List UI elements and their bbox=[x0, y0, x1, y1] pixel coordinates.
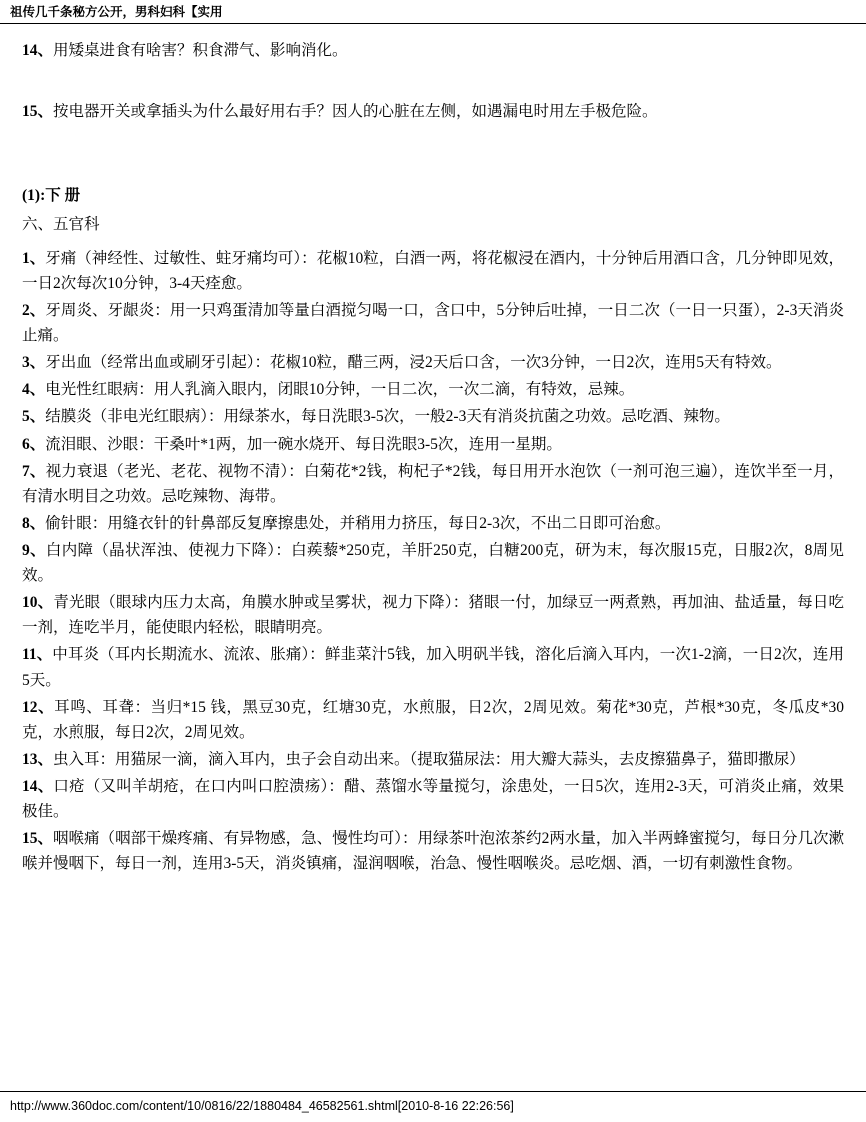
item-text: 青光眼（眼球内压力太高，角膜水肿或呈雾状，视力下降）：猪眼一付，加绿豆一两煮熟，再加油、盐适量，每日吃一剂，连吃半月，能使眼内轻松，眼睛明亮。 bbox=[22, 594, 844, 637]
item-text: 牙周炎、牙龈炎：用一只鸡蛋清加等量白酒搅匀喝一口，含口中，5分钟后吐掉，一日二次（一日一只蛋），2-3天消炎止痛。 bbox=[22, 302, 844, 345]
list-item bbox=[22, 511, 844, 536]
list-item bbox=[22, 826, 844, 876]
item-text: 咽喉痛（咽部干燥疼痛、有异物感，急、慢性均可）：用绿茶叶泡浓茶约2两水量，加入半两蜂蜜搅匀，每日分几次漱喉并慢咽下，每日一剂，连用3-5天，消炎镇痛，湿润咽喉，治急、慢性咽喉炎。忌吃烟、酒，一切有刺激性食物。 bbox=[22, 830, 844, 873]
list-item bbox=[22, 538, 844, 588]
item-number: 4、 bbox=[22, 381, 46, 399]
list-item bbox=[22, 99, 844, 124]
item-text: 口疮（又叫羊胡疮，在口内叫口腔溃疡）：醋、蒸馏水等量搅匀，涂患处，一日5次，连用2-3天，可消炎止痛，效果极佳。 bbox=[22, 778, 844, 821]
item-number: 9、 bbox=[22, 542, 46, 560]
header-title: 祖传几千条秘方公开，男科妇科【实用 bbox=[10, 5, 223, 19]
section-heading: 六、五官科 bbox=[22, 216, 100, 234]
list-item bbox=[22, 350, 844, 375]
item-text: 流泪眼、沙眼：干桑叶*1两，加一碗水烧开、每日洗眼3-5次，连用一星期。 bbox=[45, 435, 562, 453]
list-item bbox=[22, 774, 844, 824]
item-number: 1、 bbox=[22, 249, 46, 267]
item-number: 3、 bbox=[22, 354, 46, 372]
list-item bbox=[22, 432, 844, 457]
list-item bbox=[22, 377, 844, 402]
list-item bbox=[22, 642, 844, 692]
item-number: 14、 bbox=[22, 778, 54, 795]
item-text: 电光性红眼病：用人乳滴入眼内，闭眼10分钟，一日二次，一次二滴，有特效，忌辣。 bbox=[45, 381, 635, 399]
list-item bbox=[22, 298, 844, 348]
item-number: 7、 bbox=[22, 462, 46, 480]
list-item bbox=[22, 246, 844, 296]
item-text: 虫入耳：用猫尿一滴，滴入耳内，虫子会自动出来。（提取猫尿法：用大瓣大蒜头，去皮擦猫鼻子，猫即撒尿） bbox=[53, 750, 805, 768]
item-text: 偷针眼：用缝衣针的针鼻部反复摩擦患处，并稍用力挤压，每日2-3次，不出二日即可治愈。 bbox=[45, 514, 671, 532]
item-text: 用矮桌进食有啥害？积食滞气、影响消化。 bbox=[53, 42, 348, 59]
item-number: 12、 bbox=[22, 698, 55, 716]
volume-label: (1):下 册 bbox=[22, 187, 81, 205]
item-number: 14、 bbox=[22, 42, 54, 59]
item-number: 15、 bbox=[22, 830, 54, 848]
item-text: 结膜炎（非电光红眼病）：用绿茶水，每日洗眼3-5次，一般2-3天有消炎抗菌之功效。忌吃酒、辣物。 bbox=[45, 408, 730, 426]
item-number: 6、 bbox=[22, 435, 46, 453]
list-item bbox=[22, 38, 844, 63]
item-number: 5、 bbox=[22, 408, 46, 426]
list-item bbox=[22, 695, 844, 745]
item-text: 白内障（晶状浑浊、使视力下降）：白蒺藜*250克，羊肝250克，白糖200克，研为末，每次服15克，日服2次，8周见效。 bbox=[22, 542, 844, 585]
item-number: 13、 bbox=[22, 750, 54, 768]
list-item bbox=[22, 459, 844, 509]
list-item bbox=[22, 590, 844, 640]
item-text: 视力衰退（老光、老花、视物不清）：白菊花*2钱，枸杞子*2钱，每日用开水泡饮（一剂可泡三遍），连饮半至一月，有清水明目之功效。忌吃辣物、海带。 bbox=[22, 462, 844, 505]
item-text: 牙出血（经常出血或刷牙引起）：花椒10粒，醋三两，浸2天后口含，一次3分钟，一日2次，连用5天有特效。 bbox=[45, 354, 782, 372]
spacer bbox=[22, 65, 844, 99]
item-number: 8、 bbox=[22, 514, 46, 532]
document-body bbox=[0, 24, 866, 876]
item-number: 2、 bbox=[22, 302, 46, 320]
page-header bbox=[0, 0, 866, 23]
item-number: 15、 bbox=[22, 103, 54, 121]
spacer bbox=[22, 126, 844, 184]
item-number: 11、 bbox=[22, 646, 53, 664]
item-text: 按电器开关或拿插头为什么最好用右手？因人的心脏在左侧，如遇漏电时用左手极危险。 bbox=[53, 103, 658, 121]
list-item bbox=[22, 747, 844, 772]
item-text: 牙痛（神经性、过敏性、蛀牙痛均可）：花椒10粒，白酒一两，将花椒浸在酒内，十分钟后用酒口含，几分钟即见效，一日2次每次10分钟，3-4天痊愈。 bbox=[22, 249, 844, 292]
item-text: 耳鸣、耳聋：当归*15 钱，黑豆30克，红塘30克，水煎服，日2次，2周见效。菊花*30克，芦根*30克，冬瓜皮*30克，水煎服，每日2次，2周见效。 bbox=[22, 698, 844, 741]
item-text: 中耳炎（耳内长期流水、流浓、胀痛）：鲜韭菜汁5钱，加入明矾半钱，溶化后滴入耳内，一次1-2滴，一日2次，连用5天。 bbox=[22, 646, 844, 689]
list-item bbox=[22, 404, 844, 429]
footer-url[interactable]: http://www.360doc.com/content/10/0816/22/1880484_46582561.shtml[2010-8-16 22:26:56] bbox=[10, 1098, 514, 1113]
page-footer bbox=[0, 1091, 866, 1122]
item-number: 10、 bbox=[22, 594, 54, 612]
